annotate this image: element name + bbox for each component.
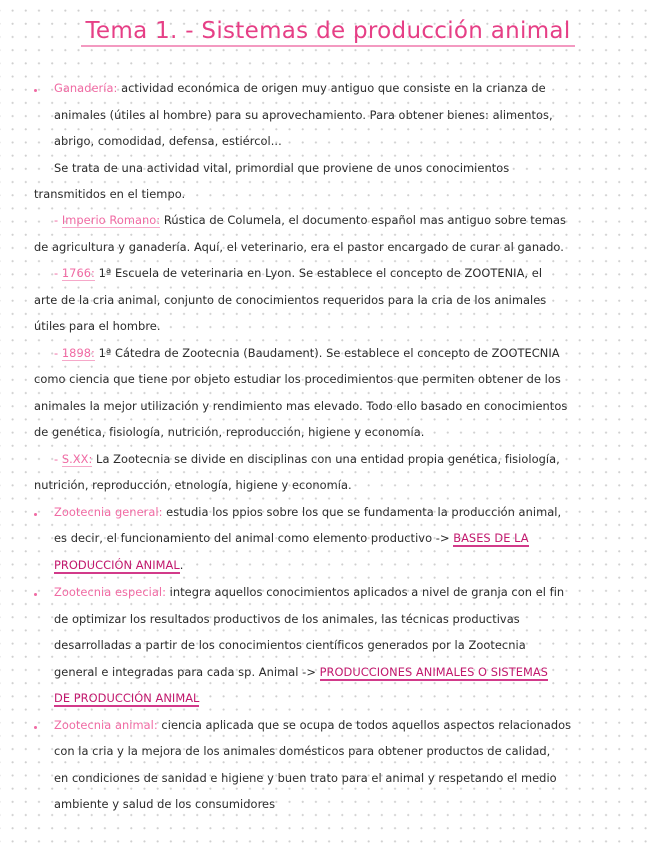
animal-line-3: en condiciones de sanidad e higiene y buen trato para el animal y respetando el medio (54, 771, 557, 785)
especial-line-3: desarrolladas a partir de los conocimientos científicos generados por la Zootecnia (54, 638, 526, 652)
y1766-line-3: útiles para el hombre. (34, 319, 161, 333)
especial-line-1: Zootecnia especial: integra aquellos conocimientos aplicados a nivel de granja con el fin (54, 585, 565, 599)
sxx-year: S.XX: (61, 452, 93, 466)
ganaderia-term: Ganadería: (54, 81, 118, 95)
y1766-line-1: - 1766: 1ª Escuela de veterinaria en Lyon. Se establece el concepto de ZOOTENIA, el (54, 266, 543, 280)
general-term: Zootecnia general: (54, 505, 163, 519)
general-line-1: Zootecnia general: estudia los ppios sobre los que se fundamenta la producción animal, (54, 505, 562, 519)
bullet-especial (34, 593, 37, 596)
bullet-animal (34, 726, 37, 729)
imperio-line-2: de agricultura y ganadería. Aquí, el veterinario, era el pastor encargado de curar al ganado. (34, 240, 564, 254)
sxx-line-1: - S.XX: La Zootecnia se divide en disciplinas con una entidad propia genética, fisiología, (54, 452, 560, 466)
ganaderia-line-3: abrigo, comodidad, defensa, estiércol... (54, 134, 282, 148)
bullet-ganaderia (34, 89, 37, 92)
imperio-term: Imperio Romano: (61, 213, 161, 227)
ganaderia-line-1: Ganadería: actividad económica de origen muy antiguo que consiste en la crianza de (54, 81, 546, 95)
y1766-line-2: arte de la cria animal, conjunto de conocimientos requeridos para la cria de los animales (34, 293, 547, 307)
y1898-year: 1898: (61, 346, 95, 360)
especial-line-2: de optimizar los resultados productivos de los animales, las técnicas productivas (54, 612, 520, 626)
especial-line-4: general e integradas para cada sp. Animal -> PRODUCCIONES ANIMALES O SISTEMAS (54, 665, 548, 679)
ganaderia-line-5: transmitidos en el tiempo. (34, 187, 186, 201)
imperio-line-1: - Imperio Romano: Rústica de Columela, el documento español mas antiguo sobre temas (54, 213, 566, 227)
animal-line-1: Zootecnia animal: ciencia aplicada que se ocupa de todos aquellos aspectos relacionados (54, 718, 572, 732)
y1898-line-2: como ciencia que tiene por objeto estudiar los procedimientos que permiten obtener de los (34, 372, 561, 386)
especial-link-1: PRODUCCIONES ANIMALES O SISTEMAS (319, 665, 548, 679)
y1898-line-1: - 1898: 1ª Cátedra de Zootecnia (Baudament). Se establece el concepto de ZOOTECNIA (54, 346, 560, 360)
general-link-2: PRODUCCIÓN ANIMAL (54, 558, 180, 572)
animal-term: Zootecnia animal: (54, 718, 158, 732)
general-line-2: es decir, el funcionamiento del animal como elemento productivo -> BASES DE LA (54, 531, 529, 545)
especial-link-2: DE PRODUCCIÓN ANIMAL (54, 691, 200, 705)
animal-line-2: con la cria y la mejora de los animales domésticos para obtener productos de calidad, (54, 744, 551, 758)
especial-line-5 (54, 691, 199, 705)
especial-term: Zootecnia especial: (54, 585, 167, 599)
ganaderia-line-2: animales (útiles al hombre) para su aprovechamiento. Para obtener bienes: alimentos, (54, 108, 553, 122)
ganaderia-line-4: Se trata de una actividad vital, primordial que proviene de unos conocimientos (54, 161, 510, 175)
animal-line-4: ambiente y salud de los consumidores (54, 797, 276, 811)
sxx-line-2: nutrición, reproducción, etnología, higiene y economía. (34, 478, 352, 492)
y1766-year: 1766: (61, 266, 95, 280)
page-title: Tema 1. - Sistemas de producción animal (0, 18, 656, 44)
bullet-general (34, 513, 37, 516)
general-link-1: BASES DE LA (453, 531, 529, 545)
y1898-line-4: de genética, fisiología, nutrición, reproducción, higiene y economía. (34, 425, 425, 439)
general-line-3: PRODUCCIÓN ANIMAL. (54, 558, 184, 572)
y1898-line-3: animales la mejor utilización y rendimiento mas elevado. Todo ello basado en conocimientos (34, 399, 568, 413)
